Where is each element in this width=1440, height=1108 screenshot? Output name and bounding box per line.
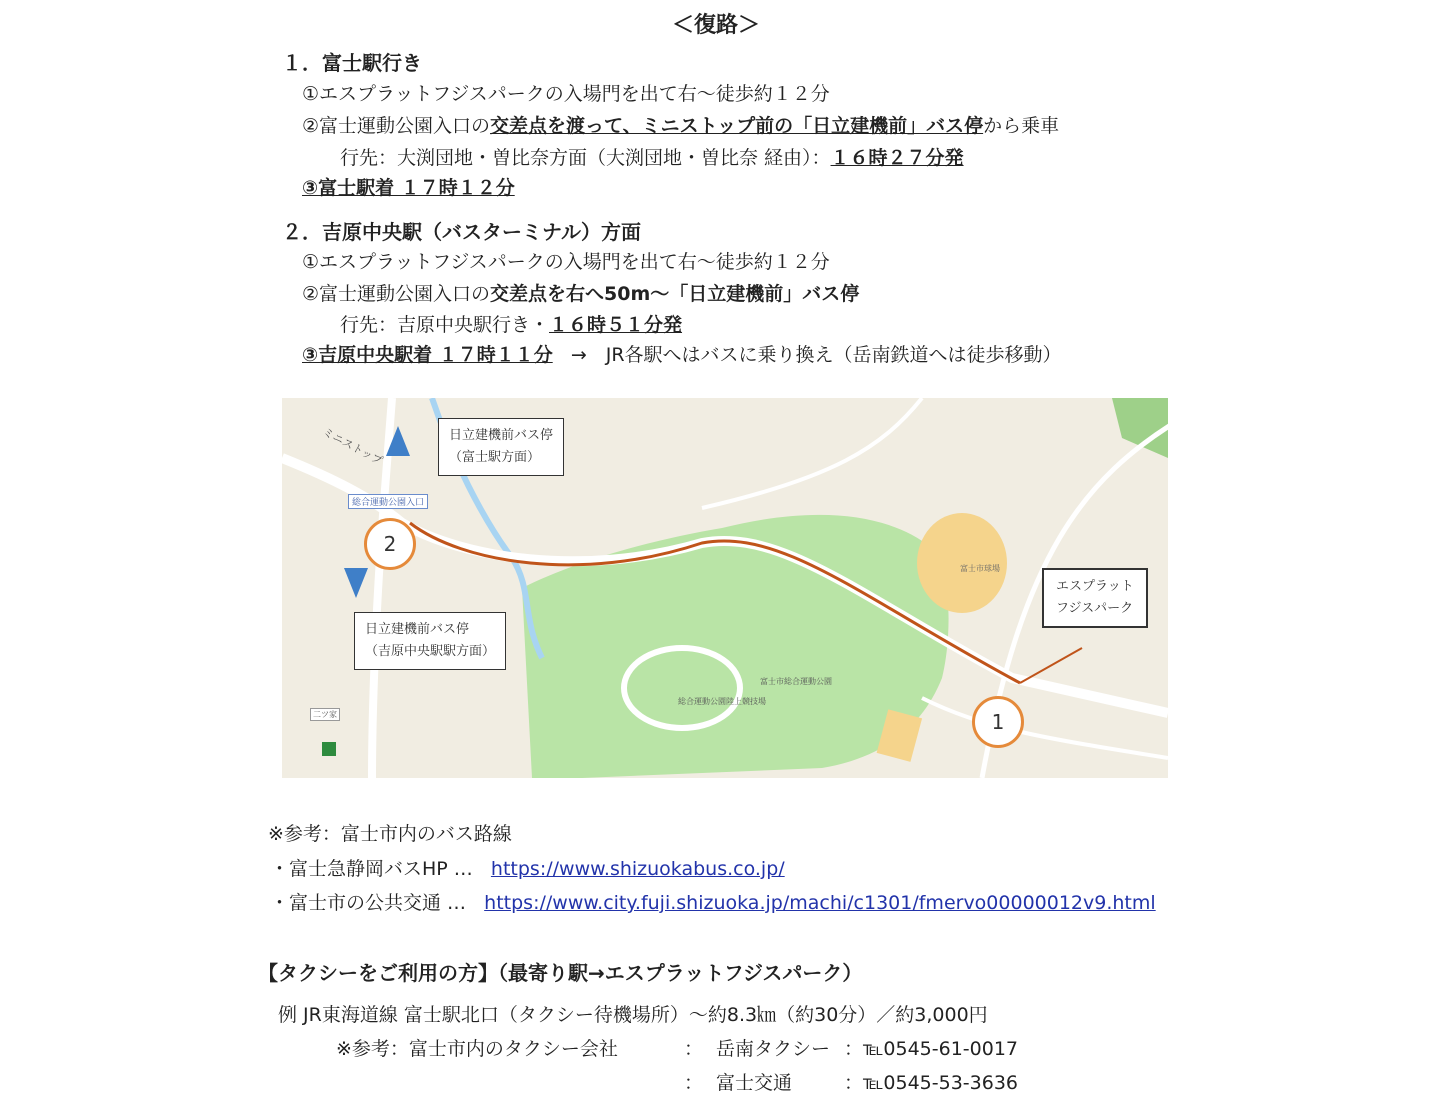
label-stop-south-line2: （吉原中央駅駅方面）	[365, 644, 496, 659]
section2-transfer-note: → JR各駅へはバスに乗り換え（岳南鉄道へは徒歩移動）	[570, 344, 1062, 366]
section1-arrival: ③富士駅着 １７時１２分	[302, 177, 515, 199]
section2-departure-time: １６時５１分発	[549, 314, 683, 336]
refs-item1	[270, 854, 785, 881]
taxi-example: 例 JR東海道線 富士駅北口（タクシー待機場所）～約8.3㎞（約30分）／約3,000円	[278, 1004, 988, 1026]
section2-heading: ２．吉原中央駅（バスターミナル）方面	[282, 220, 641, 244]
baseball-text: 富士市球場	[960, 564, 1000, 573]
section2-arrival-time: ③吉原中央駅着 １７時１１分	[302, 344, 553, 366]
section1-step2	[302, 111, 1059, 138]
refs-item2-label: ・富士市の公共交通 …	[270, 892, 467, 914]
label-stop-south-line1: 日立建機前バス停	[365, 622, 470, 637]
entrance-sign: 総合運動公園入口	[348, 494, 428, 509]
taxi-company-1: 岳南タクシー	[716, 1038, 831, 1060]
taxi-heading: 【タクシーをご利用の方】（最寄り駅→エスプラットフジスパーク）	[258, 961, 863, 985]
refs-item2	[270, 888, 1156, 915]
taxi-colon-1: ：	[684, 1038, 704, 1060]
taxi-company-2: 富士交通	[716, 1072, 793, 1094]
section1-heading: １．富士駅行き	[282, 51, 422, 75]
section2-step1: ①エスプラットフジスパークの入場門を出て右～徒歩約１２分	[302, 251, 830, 273]
route-map[interactable]	[282, 398, 1168, 778]
refs-heading: ※参考：富士市内のバス路線	[268, 823, 512, 845]
road-north	[702, 398, 922, 508]
shizuokabus-link[interactable]: https://www.shizuokabus.co.jp/	[490, 858, 785, 880]
label-park-line2: フジスパーク	[1056, 601, 1134, 616]
section2-step2-a: ②富士運動公園入口の	[302, 283, 491, 305]
futatsuya-text: 二ツ家	[310, 708, 340, 721]
refs-item1-label: ・富士急静岡バスHP …	[270, 858, 473, 880]
label-stop-south	[354, 612, 506, 670]
section2-step2-b: 交差点を右へ50m～「日立建機前」バス停	[490, 283, 860, 305]
ministop-text: ミニストップ	[320, 425, 385, 468]
bus-stop-south-icon	[344, 568, 368, 598]
section1-step2-b: 交差点を渡って、ミニストップ前の「日立建機前」バス停	[490, 115, 984, 137]
convenience-store-icon	[322, 742, 336, 756]
label-park	[1042, 568, 1148, 628]
taxi-ref-label: ※参考：富士市内のタクシー会社	[336, 1038, 618, 1060]
field-text: 総合運動公園陸上競技場	[678, 697, 766, 706]
section1-destination-text: 行先：大渕団地・曽比奈方面（大渕団地・曽比奈 経由）：	[340, 147, 831, 169]
label-park-line1: エスプラット	[1056, 579, 1134, 594]
section1-step2-c: から乗車	[983, 115, 1060, 137]
section2-arrival	[302, 340, 1062, 367]
taxi-colon-2: ：	[684, 1072, 704, 1094]
map-graphic	[282, 398, 1168, 778]
marker-1: 1	[972, 696, 1024, 748]
label-stop-north-line2: （富士駅方面）	[449, 450, 541, 465]
walking-route-spur	[1020, 648, 1082, 683]
section2-step2	[302, 279, 859, 306]
park-text: 富士市総合運動公園	[760, 677, 832, 686]
city-fuji-link[interactable]: https://www.city.fuji.shizuoka.jp/machi/c1301/fmervo00000012v9.html	[484, 892, 1156, 914]
page-title: ＜復路＞	[672, 13, 761, 38]
section1-step1: ①エスプラットフジスパークの入場門を出て右～徒歩約１２分	[302, 83, 830, 105]
section2-destination	[340, 310, 682, 337]
section1-destination	[340, 143, 964, 170]
label-stop-north	[438, 418, 564, 476]
label-stop-north-line1: 日立建機前バス停	[449, 428, 554, 443]
section2-destination-text: 行先：吉原中央駅行き・	[340, 314, 550, 336]
section1-departure-time: １６時２７分発	[830, 147, 964, 169]
section1-step2-a: ②富士運動公園入口の	[302, 115, 491, 137]
taxi-tel-1: ：℡0545-61-0017	[844, 1038, 1019, 1060]
taxi-tel-2: ：℡0545-53-3636	[844, 1072, 1019, 1094]
marker-2: 2	[364, 518, 416, 570]
